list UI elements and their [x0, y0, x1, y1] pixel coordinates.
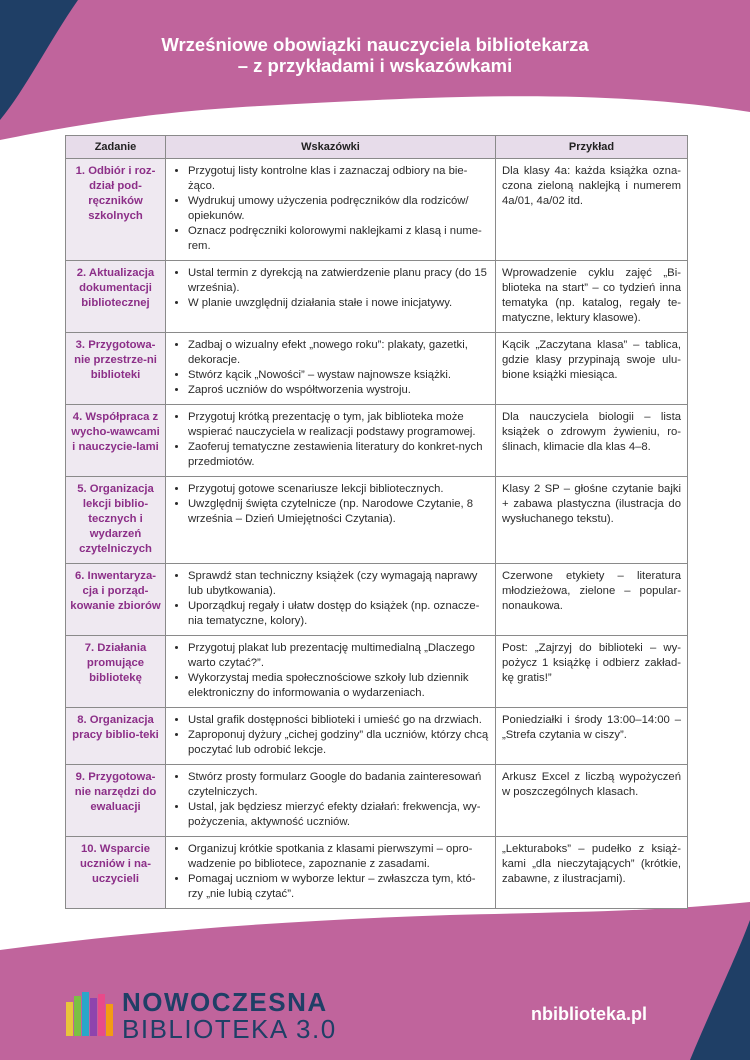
example-cell: „Lekturaboks” – pudełko z książ-kami „dla nieczytających” (krótkie, zabawne, z ilustracjami).	[496, 837, 688, 909]
hint-item: • Zadbaj o wizualny efekt „nowego roku”: plakaty, gazetki, dekoracje.	[188, 338, 489, 368]
hint-item: • Przygotuj krótką prezentację o tym, jak biblioteka może wspierać nauczyciela w realizacji podstawy programowej.	[188, 410, 489, 440]
title-line-2: – z przykładami i wskazówkami	[237, 55, 513, 76]
hint-item: • Zaproponuj dyżury „cichej godziny” dla uczniów, którzy chcą poczytać lub odrobić lekcje.	[188, 728, 489, 758]
hints-cell	[166, 333, 496, 405]
logo-line-1: NOWOCZESNA	[122, 987, 328, 1017]
hint-item: • Oznacz podręczniki kolorowymi naklejkami z klasą i nume-rem.	[188, 224, 489, 254]
example-cell: Poniedziałki i środy 13:00–14:00 – „Strefa czytania w ciszy”.	[496, 708, 688, 765]
table-row	[66, 333, 688, 405]
table-row	[66, 405, 688, 477]
table-row	[66, 765, 688, 837]
hint-item: • Stwórz kącik „Nowości” – wystaw najnowsze książki.	[188, 368, 489, 383]
table-row	[66, 636, 688, 708]
hint-item: • Sprawdź stan techniczny książek (czy wymagają naprawy lub ubytkowania).	[188, 569, 489, 599]
hint-item: • Wydrukuj umowy użyczenia podręczników dla rodziców/ opiekunów.	[188, 194, 489, 224]
hints-cell	[166, 159, 496, 261]
table-row	[66, 708, 688, 765]
hints-cell	[166, 837, 496, 909]
table-row	[66, 837, 688, 909]
hints-cell	[166, 261, 496, 333]
task-cell: 7. Działania promujące bibliotekę	[66, 636, 166, 708]
example-cell: Klasy 2 SP – głośne czytanie bajki + zabawa plastyczna (ilustracja do wysłuchanego tekstu).	[496, 477, 688, 564]
task-cell: 2. Aktualizacja dokumentacji bibliotecznej	[66, 261, 166, 333]
books-logo-icon	[66, 992, 116, 1036]
hint-item: • Stwórz prosty formularz Google do badania zainteresowań czytelniczych.	[188, 770, 489, 800]
hint-item: • Zaproś uczniów do współtworzenia wystroju.	[188, 383, 489, 398]
hint-item: • Ustal, jak będziesz mierzyć efekty działań: frekwencja, wy-pożyczenia, aktywność uczniów.	[188, 800, 489, 830]
hints-cell	[166, 765, 496, 837]
example-cell: Kącik „Zaczytana klasa” – tablica, gdzie klasy przypinają swoje ulu-bione książki miesiąca.	[496, 333, 688, 405]
header-example: Przykład	[496, 136, 688, 159]
task-cell: 4. Współpraca z wycho-wawcami i nauczycie-lami	[66, 405, 166, 477]
example-cell: Dla nauczyciela biologii – lista książek o zdrowym żywieniu, ro-ślinach, klimacie dla klas 4–8.	[496, 405, 688, 477]
hint-item: • Przygotuj plakat lub prezentację multimedialną „Dlaczego warto czytać?”.	[188, 641, 489, 671]
duties-table	[65, 135, 688, 909]
hints-cell	[166, 405, 496, 477]
hint-item: • Organizuj krótkie spotkania z klasami pierwszymi – opro-wadzenie po bibliotece, zapoznanie z zasadami.	[188, 842, 489, 872]
task-cell: 10. Wsparcie uczniów i na-uczycieli	[66, 837, 166, 909]
website-link[interactable]: nbiblioteka.pl	[531, 1004, 648, 1024]
hint-item: • Przygotuj gotowe scenariusze lekcji bibliotecznych.	[188, 482, 489, 497]
hint-item: • Ustal termin z dyrekcją na zatwierdzenie planu pracy (do 15 września).	[188, 266, 489, 296]
hint-item: • Przygotuj listy kontrolne klas i zaznaczaj odbiory na bie-żąco.	[188, 164, 489, 194]
task-cell: 8. Organizacja pracy biblio-teki	[66, 708, 166, 765]
task-cell: 6. Inwentaryza-cja i porząd-kowanie zbiorów	[66, 564, 166, 636]
hints-cell	[166, 564, 496, 636]
table-row	[66, 564, 688, 636]
example-cell: Wprowadzenie cyklu zajęć „Bi-blioteka na start” – co tydzień inna tematyka (np. katalog, regały te-matyczne, lektury klasowe).	[496, 261, 688, 333]
hint-item: • Uwzględnij święta czytelnicze (np. Narodowe Czytanie, 8 września – Dzień Umiejętności Czytania).	[188, 497, 489, 527]
title-line-1: Wrześniowe obowiązki nauczyciela bibliotekarza	[161, 34, 589, 55]
hint-item: • Uporządkuj regały i ułatw dostęp do książek (np. oznacze-nia tematyczne, kolory).	[188, 599, 489, 629]
hint-item: • Pomagaj uczniom w wyborze lektur – zwłaszcza tym, któ-rzy „nie lubią czytać”.	[188, 872, 489, 902]
hint-item: • W planie uwzględnij działania stałe i nowe inicjatywy.	[188, 296, 489, 311]
hint-item: • Zaoferuj tematyczne zestawienia literatury do konkret-nych przedmiotów.	[188, 440, 489, 470]
logo	[66, 985, 356, 1043]
hints-cell	[166, 477, 496, 564]
header-task: Zadanie	[66, 136, 166, 159]
task-cell: 3. Przygotowa-nie przestrze-ni biblioteki	[66, 333, 166, 405]
example-cell: Czerwone etykiety – literatura młodzieżowa, zielone – popular-nonaukowa.	[496, 564, 688, 636]
task-cell: 1. Odbiór i roz-dział pod-ręczników szkolnych	[66, 159, 166, 261]
table-header-row	[66, 136, 688, 159]
task-cell: 9. Przygotowa-nie narzędzi do ewaluacji	[66, 765, 166, 837]
hint-item: • Ustal grafik dostępności biblioteki i umieść go na drzwiach.	[188, 713, 489, 728]
header-hints: Wskazówki	[166, 136, 496, 159]
logo-line-2: BIBLIOTEKA 3.0	[122, 1014, 337, 1044]
hints-cell	[166, 636, 496, 708]
example-cell: Post: „Zajrzyj do biblioteki – wy-pożycz 1 książkę i odbierz zakład-kę gratis!”	[496, 636, 688, 708]
example-cell: Dla klasy 4a: każda książka ozna-czona zieloną naklejką i numerem 4a/01, 4a/02 itd.	[496, 159, 688, 261]
example-cell: Arkusz Excel z liczbą wypożyczeń w poszczególnych klasach.	[496, 765, 688, 837]
table-row	[66, 159, 688, 261]
table-row	[66, 261, 688, 333]
hint-item: • Wykorzystaj media społecznościowe szkoły lub dziennik elektroniczny do informowania o wydarzeniach.	[188, 671, 489, 701]
page-title	[0, 34, 750, 76]
task-cell: 5. Organizacja lekcji biblio-tecznych i wydarzeń czytelniczych	[66, 477, 166, 564]
hints-cell	[166, 708, 496, 765]
table-row	[66, 477, 688, 564]
